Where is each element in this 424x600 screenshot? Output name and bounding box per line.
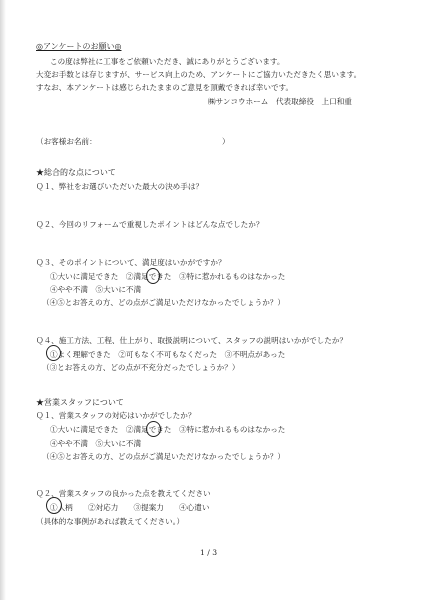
section2-heading: ★営業スタッフについて — [36, 398, 124, 407]
s2-q1-options-1: ①大いに満足できた ②満足できた ③特に惹かれるものはなかった — [50, 425, 286, 434]
s1-q3-selected-circle — [146, 268, 160, 284]
s2-q2-followup: （具体的な事例があれば教えてください。） — [36, 517, 185, 526]
intro-line-2: 大変お手数とは存じますが、サービス向上のため、アンケートにご協力いただきたく思います。 — [36, 70, 362, 79]
intro-line-1: この度は弊社に工事をご依頼いただき、誠にありがとうございます。 — [50, 57, 285, 66]
s1-q3-followup: （④⑤とお答えの方、どの点がご満足いただけなかったでしょうか？） — [42, 298, 285, 307]
s1-q4-text: Ｑ４、施工方法、工程、仕上がり、取扱説明について、スタッフの説明はいかがでしたか？ — [36, 336, 348, 345]
s2-q1-text: Ｑ１、営業スタッフの対応はいかがでしたか？ — [36, 411, 196, 420]
survey-title: ◎アンケートのお願い◎ — [36, 42, 122, 51]
s1-q3-options-2: ④やや不満 ⑤大いに不満 — [50, 285, 142, 294]
s2-q2-options: ①人柄 ②対応力 ③提案力 ④心遣い — [50, 503, 210, 512]
s1-q4-followup: （③とお答えの方、どの点が不充分だったでしょうか？） — [42, 363, 240, 372]
s1-q1-text: Ｑ１、弊社をお選びいただいた最大の決め手は？ — [36, 182, 204, 191]
s1-q3-text: Ｑ３、そのポイントについて、満足度はいかがですか？ — [36, 258, 226, 267]
signature: ㈱サンコウホーム 代表取締役 上口和重 — [208, 97, 352, 106]
s1-q3-options-1: ①大いに満足できた ②満足できた ③特に惹かれるものはなかった — [50, 272, 286, 281]
intro-line-3: すなお、本アンケートは感じられたままのご意見を頂戴できれば幸いです。 — [36, 83, 294, 92]
customer-name-field: （お客様お名前： ） — [36, 137, 230, 146]
s2-q2-text: Ｑ２、営業スタッフの良かった点を教えてください — [36, 489, 211, 498]
section1-heading: ★総合的な点について — [36, 168, 116, 177]
s1-q4-selected-circle — [46, 345, 61, 361]
page-number: 1 / 3 — [200, 548, 218, 557]
s2-q1-selected-circle — [146, 421, 161, 437]
s2-q1-followup: （④⑤とお答えの方、どの点がご満足いただけなかったでしょうか？） — [42, 452, 285, 461]
s1-q2-text: Ｑ２、今回のリフォームで重視したポイントはどんな点でしたか？ — [36, 220, 264, 229]
s1-q4-options: ①よく理解できた ②可もなく不可もなくだった ③不明点があった — [50, 350, 286, 359]
s2-q1-options-2: ④やや不満 ⑤大いに不満 — [50, 439, 142, 448]
s2-q2-selected-circle — [46, 497, 62, 514]
scan-edge-shadow — [0, 0, 6, 600]
